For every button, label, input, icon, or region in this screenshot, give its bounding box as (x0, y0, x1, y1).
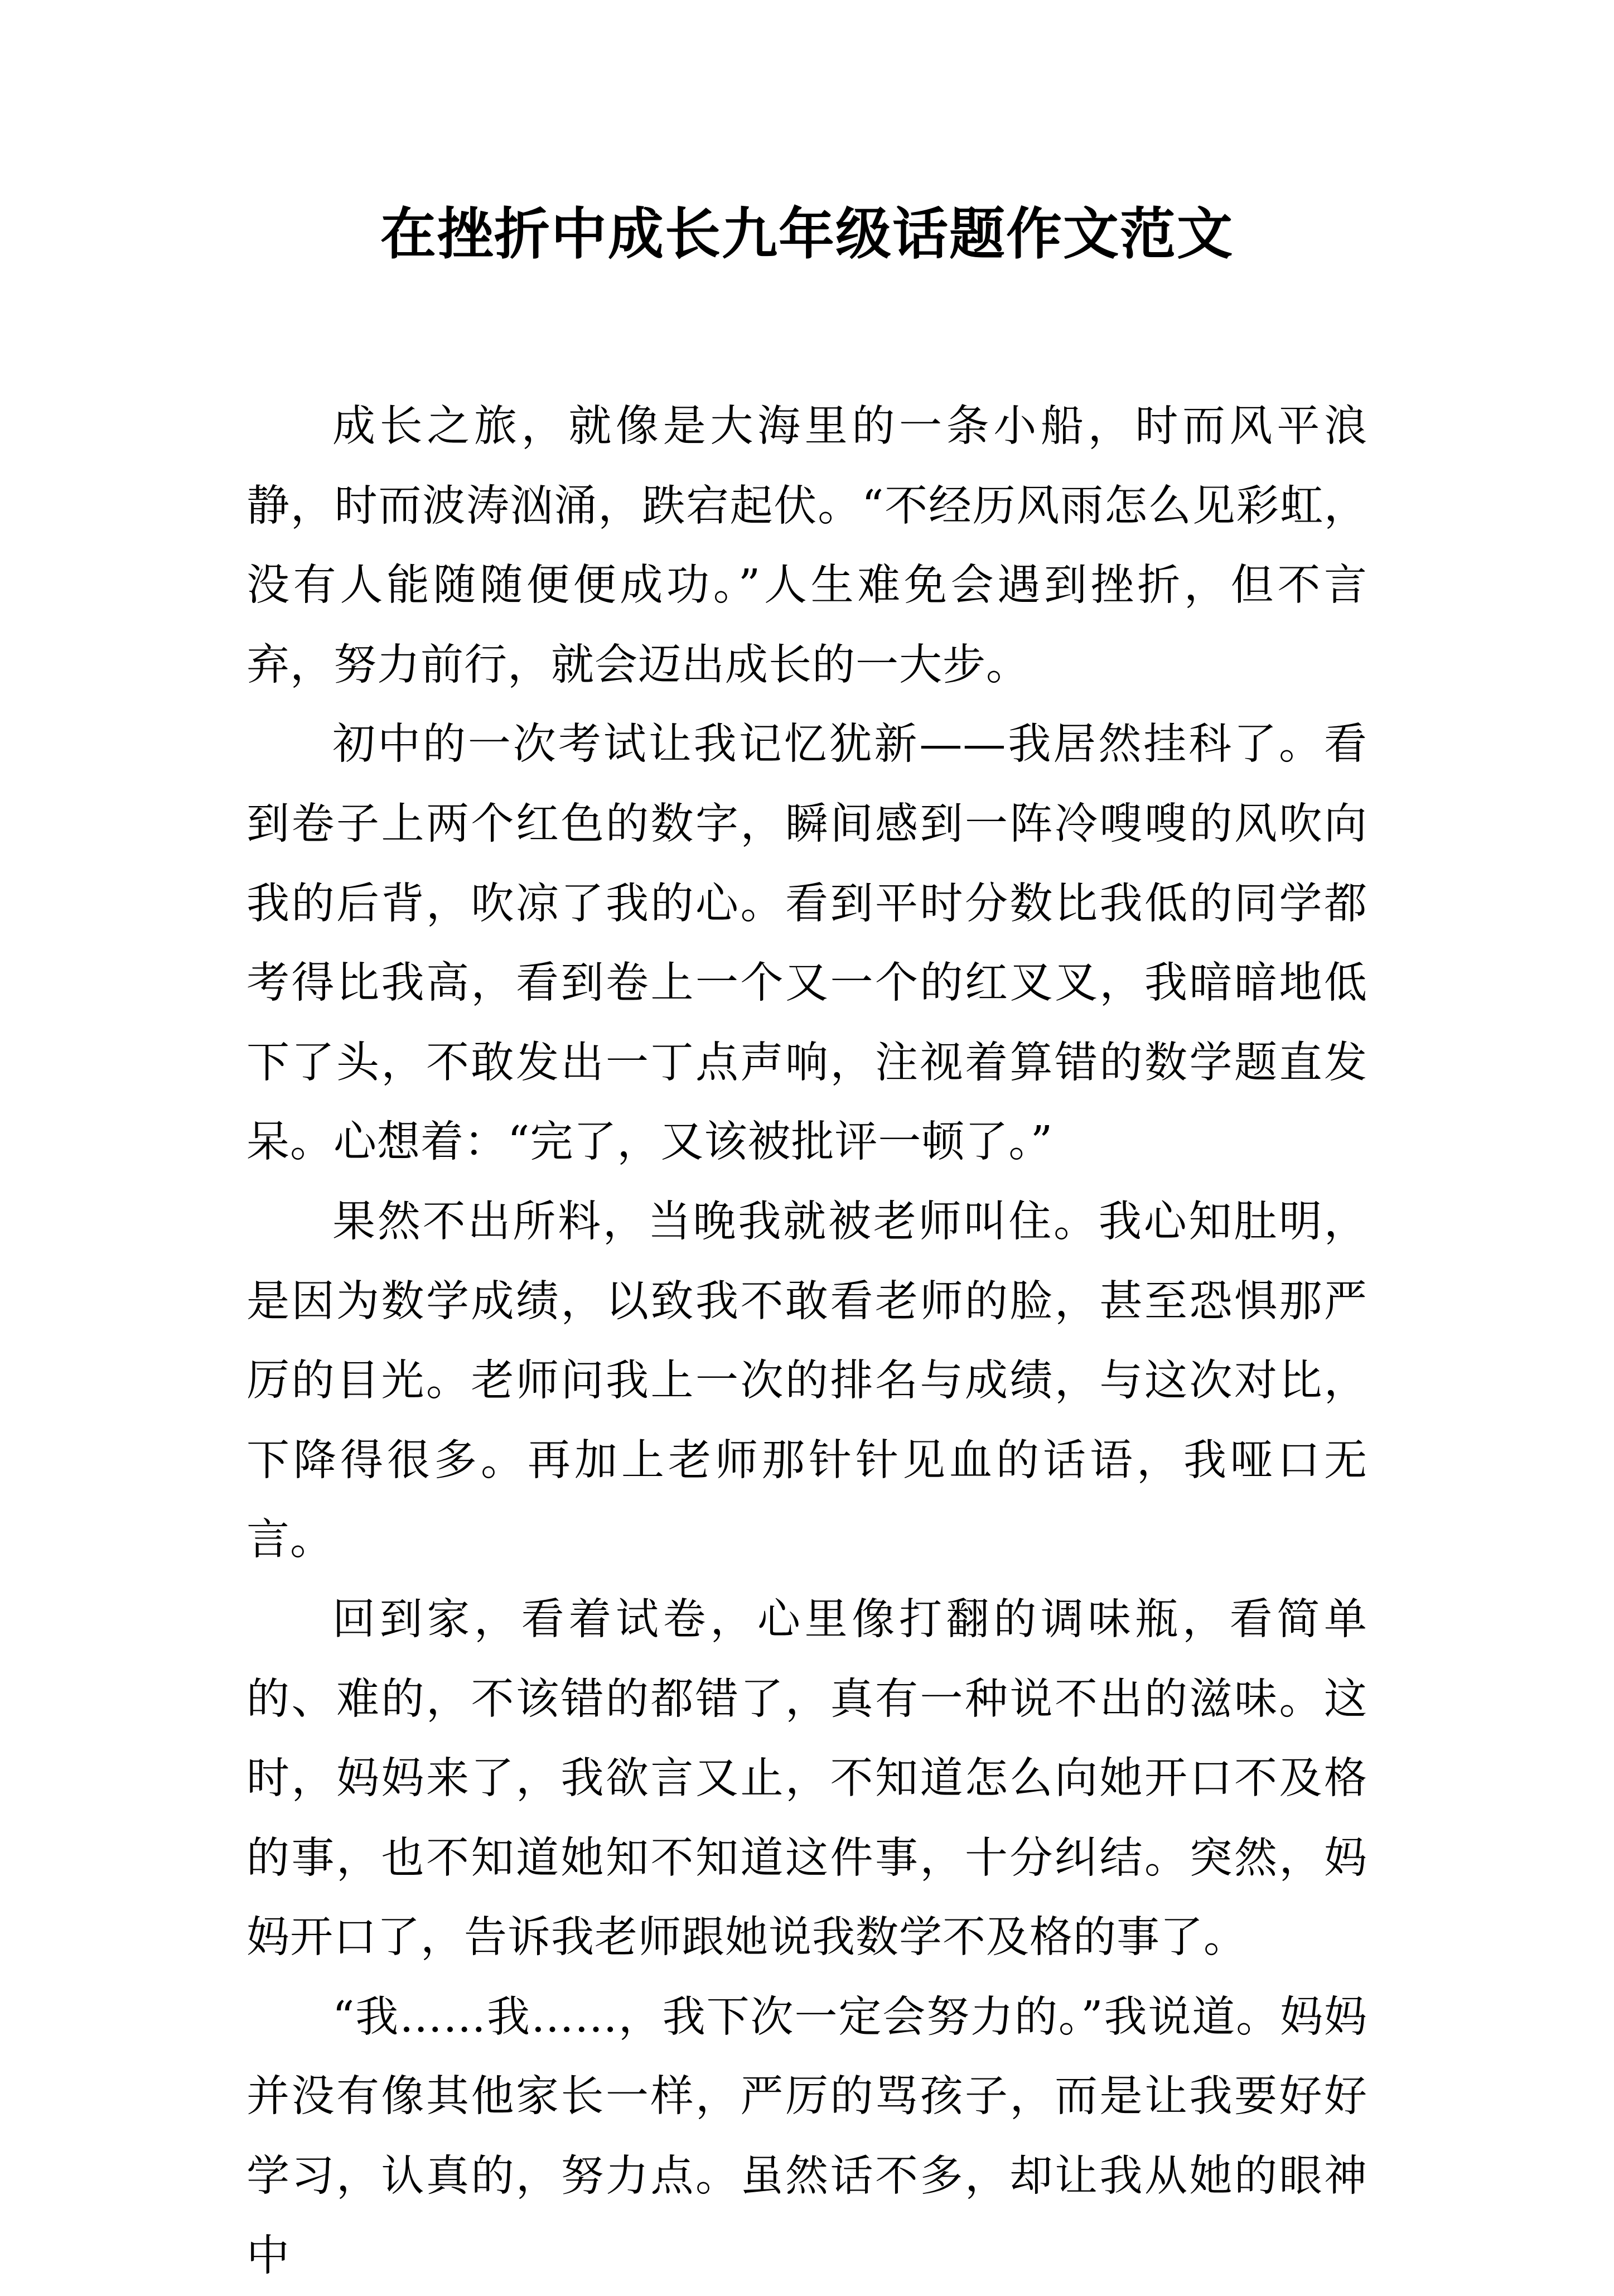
paragraph: 初中的一次考试让我记忆犹新——我居然挂科了。看到卷子上两个红色的数字，瞬间感到一阵冷嗖嗖的风吹向我的后背，吹凉了我的心。看到平时分数比我低的同学都考得比我高，看到卷上一个又一个的红叉叉，我暗暗地低下了头，不敢发出一丁点声响，注视着算错的数学题直发呆。心想着：“完了，又该被批评一顿了。” (247, 720, 1367, 1168)
document-body (247, 387, 1367, 2296)
paragraph: 回到家，看着试卷，心里像打翻的调味瓶，看简单的、难的，不该错的都错了，真有一种说不出的滋味。这时，妈妈来了，我欲言又止，不知道怎么向她开口不及格的事，也不知道她知不知道这件事，十分纠结。突然，妈妈开口了，告诉我老师跟她说我数学不及格的事了。 (247, 1594, 1367, 1963)
paragraph: 成长之旅，就像是大海里的一条小船，时而风平浪静，时而波涛汹涌，跌宕起伏。“不经历风雨怎么见彩虹，没有人能随随便便成功。”人生难免会遇到挫折，但不言弃，努力前行，就会迈出成长的一大步。 (247, 402, 1367, 690)
paragraph: 果然不出所料，当晚我就被老师叫住。我心知肚明，是因为数学成绩，以致我不敢看老师的脸，甚至恐惧那严厉的目光。老师问我上一次的排名与成绩，与这次对比，下降得很多。再加上老师那针针见血的话语，我哑口无言。 (247, 1197, 1367, 1565)
paragraph: “我……我……，我下次一定会努力的。”我说道。妈妈并没有像其他家长一样，严厉的骂孩子，而是让我要好好学习，认真的，努力点。虽然话不多，却让我从她的眼神中 (247, 1992, 1367, 2281)
document-title: 在挫折中成长九年级话题作文范文 (380, 201, 1234, 267)
